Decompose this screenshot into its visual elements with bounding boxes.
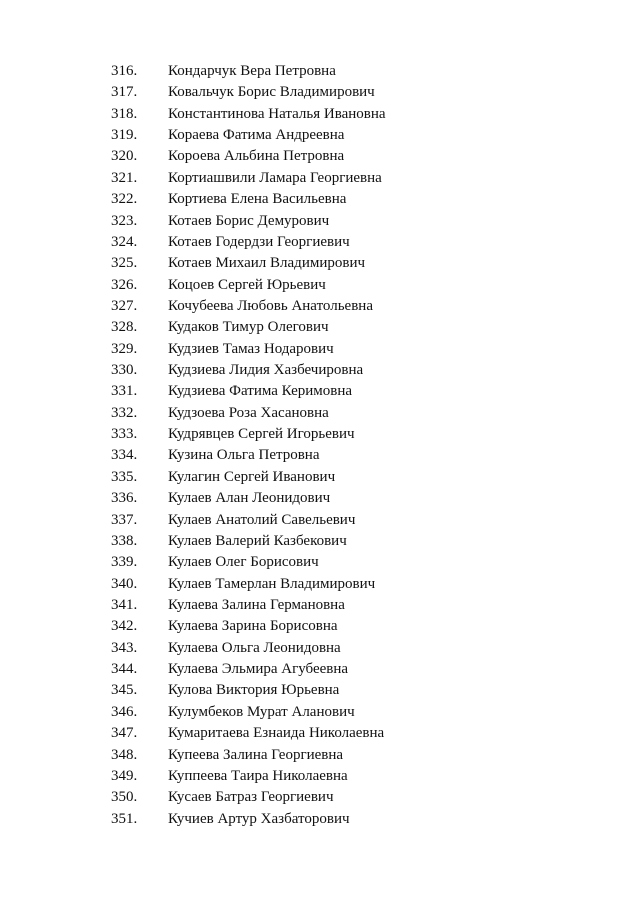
person-name: Ковальчук Борис Владимирович (168, 84, 375, 101)
list-item (0, 403, 640, 424)
item-number: 335. (111, 468, 138, 485)
list-item (0, 467, 640, 488)
item-number: 320. (111, 148, 138, 165)
item-number: 329. (111, 340, 138, 357)
person-name: Кудзоева Роза Хасановна (168, 404, 329, 421)
item-number: 345. (111, 682, 138, 699)
list-item (0, 445, 640, 466)
list-item (0, 146, 640, 167)
item-number: 342. (111, 618, 138, 635)
list-item (0, 723, 640, 744)
person-name: Кулагин Сергей Иванович (168, 468, 336, 485)
item-number: 343. (111, 639, 138, 656)
person-name: Кулаев Анатолий Савельевич (168, 511, 356, 528)
name-list (0, 61, 640, 830)
item-number: 341. (111, 596, 138, 613)
item-number: 327. (111, 297, 138, 314)
list-item (0, 638, 640, 659)
item-number: 325. (111, 255, 138, 272)
list-item (0, 317, 640, 338)
person-name: Кудзиева Лидия Хазбечировна (168, 362, 364, 379)
list-item (0, 531, 640, 552)
list-item (0, 381, 640, 402)
list-item (0, 745, 640, 766)
list-item (0, 809, 640, 830)
item-number: 349. (111, 767, 138, 784)
list-item (0, 552, 640, 573)
person-name: Коцоев Сергей Юрьевич (168, 276, 326, 293)
item-number: 333. (111, 426, 138, 443)
item-number: 322. (111, 191, 138, 208)
list-item (0, 339, 640, 360)
item-number: 317. (111, 84, 138, 101)
item-number: 332. (111, 404, 138, 421)
list-item (0, 702, 640, 723)
person-name: Кулаева Залина Германовна (168, 596, 345, 613)
person-name: Кудзиев Тамаз Нодарович (168, 340, 334, 357)
item-number: 340. (111, 575, 138, 592)
list-item (0, 680, 640, 701)
list-item (0, 275, 640, 296)
person-name: Котаев Борис Демурович (168, 212, 330, 229)
person-name: Кочубеева Любовь Анатольевна (168, 297, 373, 314)
person-name: Кулаев Олег Борисович (168, 554, 319, 571)
person-name: Кудрявцев Сергей Игорьевич (168, 426, 355, 443)
list-item (0, 125, 640, 146)
item-number: 334. (111, 447, 138, 464)
item-number: 347. (111, 725, 138, 742)
list-item (0, 659, 640, 680)
person-name: Кулова Виктория Юрьевна (168, 682, 340, 699)
person-name: Кулаев Тамерлан Владимирович (168, 575, 376, 592)
item-number: 328. (111, 319, 138, 336)
item-number: 350. (111, 789, 138, 806)
list-item (0, 360, 640, 381)
person-name: Кораева Фатима Андреевна (168, 127, 345, 144)
person-name: Кузина Ольга Петровна (168, 447, 320, 464)
person-name: Кулумбеков Мурат Аланович (168, 703, 355, 720)
person-name: Кулаев Алан Леонидович (168, 490, 331, 507)
list-item (0, 104, 640, 125)
person-name: Кудаков Тимур Олегович (168, 319, 329, 336)
list-item (0, 766, 640, 787)
item-number: 338. (111, 532, 138, 549)
person-name: Купеева Залина Георгиевна (168, 746, 344, 763)
item-number: 319. (111, 127, 138, 144)
person-name: Котаев Михаил Владимирович (168, 255, 366, 272)
item-number: 346. (111, 703, 138, 720)
person-name: Кудзиева Фатима Керимовна (168, 383, 353, 400)
person-name: Котаев Годердзи Георгиевич (168, 233, 350, 250)
list-item (0, 232, 640, 253)
item-number: 324. (111, 233, 138, 250)
person-name: Кулаев Валерий Казбекович (168, 532, 347, 549)
item-number: 318. (111, 105, 138, 122)
person-name: Кучиев Артур Хазбаторович (168, 810, 350, 827)
item-number: 344. (111, 661, 138, 678)
person-name: Кусаев Батраз Георгиевич (168, 789, 334, 806)
list-item (0, 510, 640, 531)
list-item (0, 616, 640, 637)
list-item (0, 61, 640, 82)
list-item (0, 574, 640, 595)
item-number: 321. (111, 169, 138, 186)
person-name: Короева Альбина Петровна (168, 148, 345, 165)
item-number: 316. (111, 63, 138, 79)
item-number: 326. (111, 276, 138, 293)
list-item (0, 82, 640, 103)
item-number: 323. (111, 212, 138, 229)
list-item (0, 424, 640, 445)
person-name: Кулаева Ольга Леонидовна (168, 639, 341, 656)
item-number: 331. (111, 383, 138, 400)
person-name: Кумаритаева Езнаида Николаевна (168, 725, 385, 742)
list-item (0, 211, 640, 232)
list-item (0, 488, 640, 509)
list-item (0, 253, 640, 274)
item-number: 339. (111, 554, 138, 571)
item-number: 348. (111, 746, 138, 763)
person-name: Кулаева Эльмира Агубеевна (168, 661, 349, 678)
item-number: 351. (111, 810, 138, 827)
list-item (0, 168, 640, 189)
item-number: 337. (111, 511, 138, 528)
person-name: Куппеева Таира Николаевна (168, 767, 348, 784)
person-name: Кулаева Зарина Борисовна (168, 618, 338, 635)
list-item (0, 296, 640, 317)
list-item (0, 595, 640, 616)
person-name: Константинова Наталья Ивановна (168, 105, 386, 122)
item-number: 330. (111, 362, 138, 379)
item-number: 336. (111, 490, 138, 507)
list-item (0, 189, 640, 210)
list-item (0, 787, 640, 808)
person-name: Кортиашвили Ламара Георгиевна (168, 169, 382, 186)
person-name: Кондарчук Вера Петровна (168, 63, 336, 79)
person-name: Кортиева Елена Васильевна (168, 191, 347, 208)
